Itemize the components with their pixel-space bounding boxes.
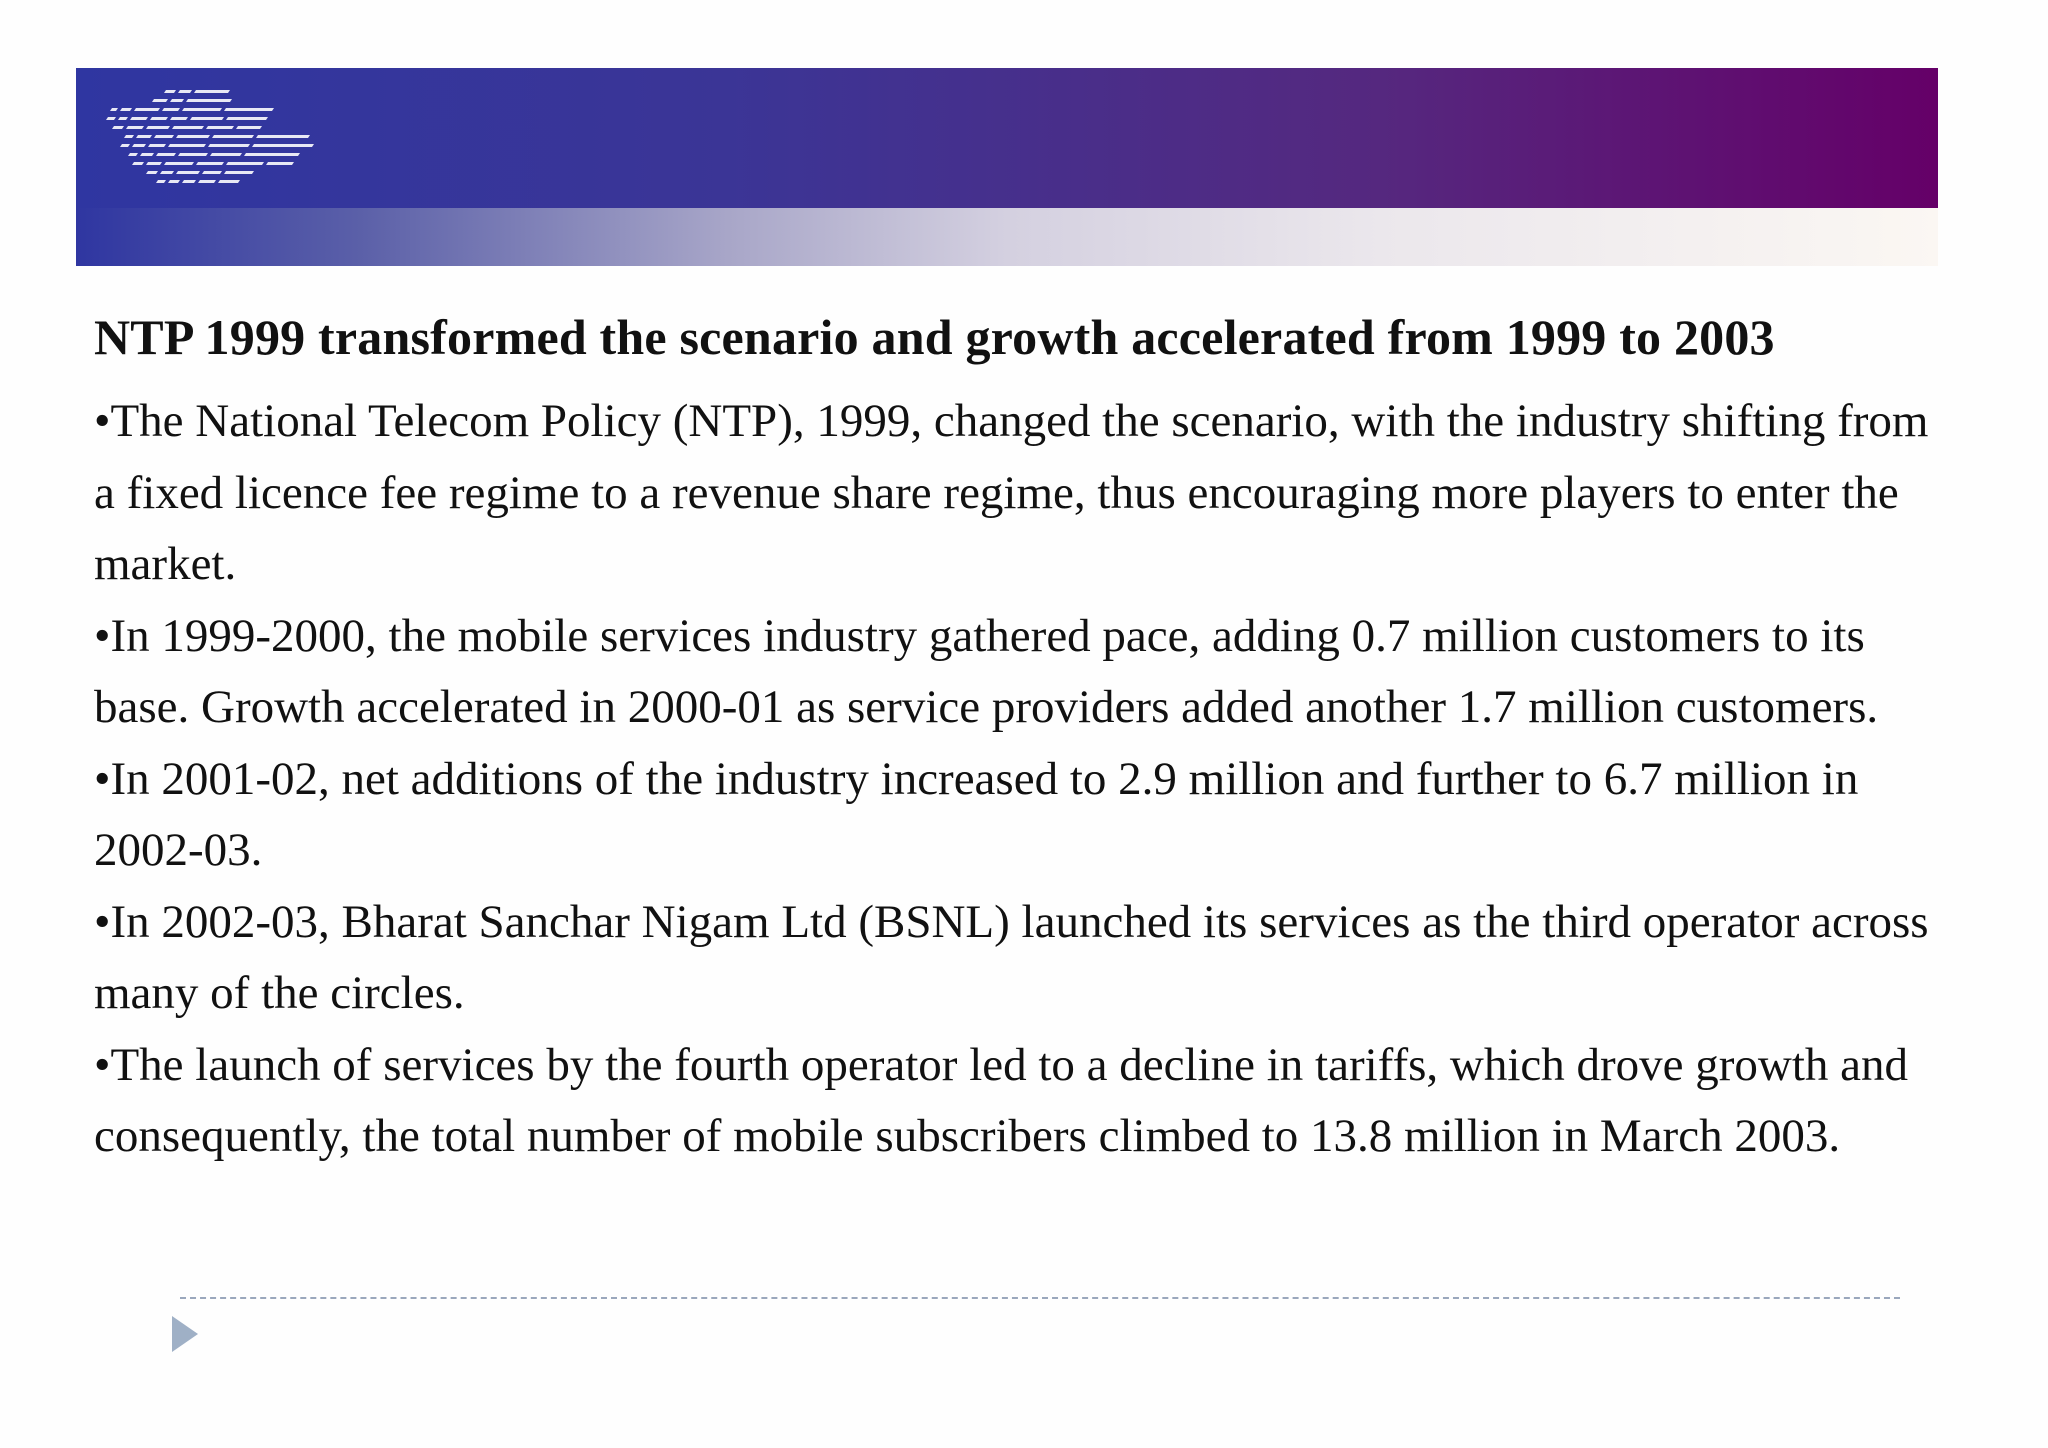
header-banner-gradient	[76, 208, 1938, 266]
bullet-item: •The launch of services by the fourth operator led to a decline in tariffs, which drove growth and consequently, the total number of mobile subscribers climbed to 13.8 million in March 2003.	[94, 1038, 1909, 1162]
slide-title: NTP 1999 transformed the scenario and growth accelerated from 1999 to 2003	[94, 309, 1775, 365]
bullet-list	[94, 386, 1934, 1173]
bullet-item: •In 2001-02, net additions of the industry increased to 2.9 million and further to 6.7 million in 2002-03.	[94, 752, 1859, 876]
header-banner	[76, 68, 1938, 208]
triangle-arrow-icon	[172, 1316, 198, 1352]
bullet-item: •In 2002-03, Bharat Sanchar Nigam Ltd (BSNL) launched its services as the third operator across many of the circles.	[94, 895, 1929, 1019]
bullet-item: •The National Telecom Policy (NTP), 1999, changed the scenario, with the industry shifting from a fixed licence fee regime to a revenue share regime, thus encouraging more players to enter the market.	[94, 395, 1929, 590]
bullet-item: •In 1999-2000, the mobile services industry gathered pace, adding 0.7 million customers to its base. Growth accelerated in 2000-01 as service providers added another 1.7 million customers.	[94, 609, 1879, 733]
slide-body	[94, 288, 1934, 1173]
striped-logo-icon	[104, 86, 334, 196]
dashed-divider	[180, 1297, 1900, 1299]
